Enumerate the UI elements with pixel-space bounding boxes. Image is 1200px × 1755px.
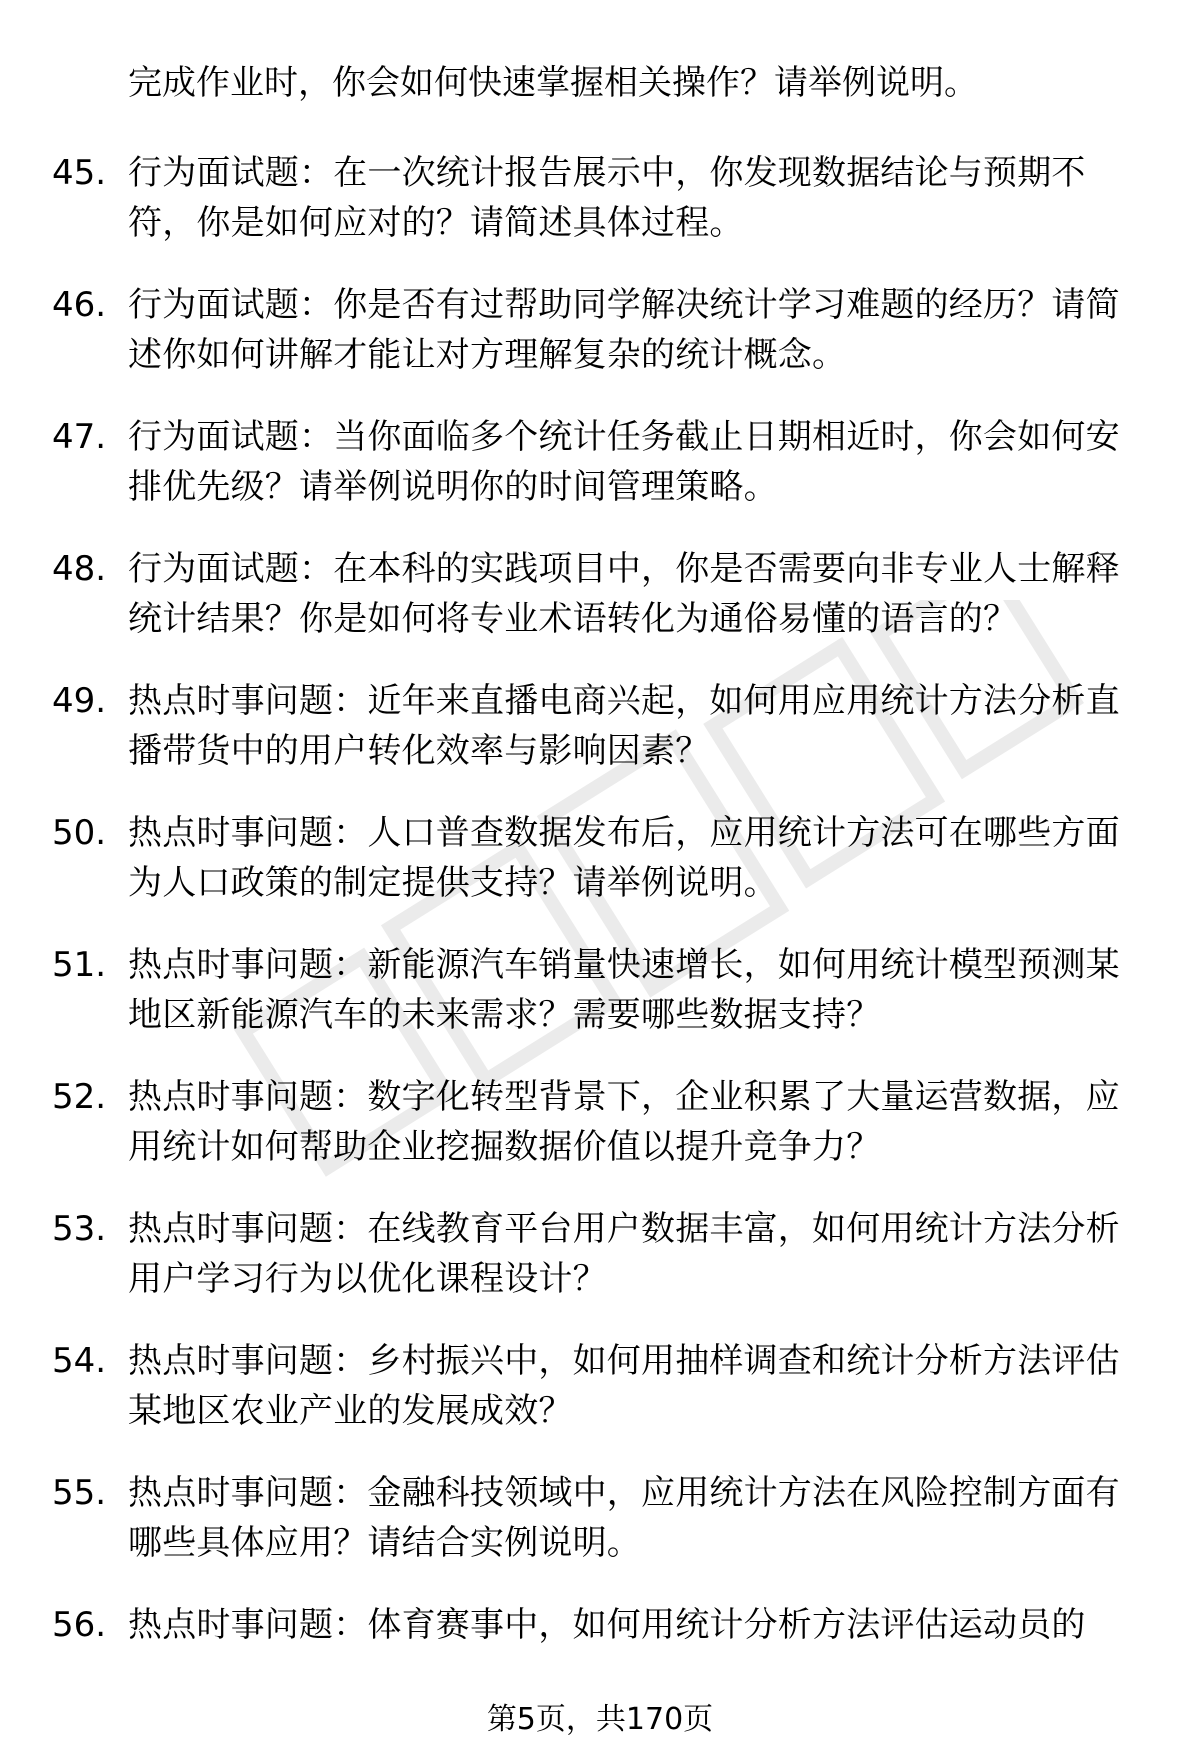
list-item bbox=[0, 676, 1200, 808]
question-text: 热点时事问题：人口普查数据发布后，应用统计方法可在哪些方面为人口政策的制定提供支持？请举例说明。 bbox=[128, 813, 1120, 903]
list-item bbox=[0, 808, 1200, 940]
question-number: 55. bbox=[52, 1473, 107, 1513]
question-list bbox=[0, 148, 1200, 1732]
question-number: 47. bbox=[52, 417, 107, 457]
question-number: 50. bbox=[52, 813, 107, 853]
page-footer: 第5页，共170页 bbox=[486, 1702, 714, 1737]
question-number: 45. bbox=[52, 153, 107, 193]
list-item bbox=[0, 1072, 1200, 1204]
question-text: 行为面试题：当你面临多个统计任务截止日期相近时，你会如何安排优先级？请举例说明你的时间管理策略。 bbox=[128, 417, 1120, 507]
list-item bbox=[0, 280, 1200, 412]
question-text: 行为面试题：你是否有过帮助同学解决统计学习难题的经历？请简述你如何讲解才能让对方理解复杂的统计概念。 bbox=[128, 285, 1120, 375]
question-number: 48. bbox=[52, 549, 107, 589]
question-text: 热点时事问题：在线教育平台用户数据丰富，如何用统计方法分析用户学习行为以优化课程设计？ bbox=[128, 1209, 1120, 1299]
list-item bbox=[0, 412, 1200, 544]
question-number: 52. bbox=[52, 1077, 107, 1117]
list-item bbox=[0, 544, 1200, 676]
question-text: 热点时事问题：数字化转型背景下，企业积累了大量运营数据，应用统计如何帮助企业挖掘数据价值以提升竞争力？ bbox=[128, 1077, 1120, 1167]
list-item bbox=[0, 940, 1200, 1072]
list-item bbox=[0, 1336, 1200, 1468]
question-number: 56. bbox=[52, 1605, 107, 1645]
question-number: 54. bbox=[52, 1341, 107, 1381]
question-number: 51. bbox=[52, 945, 107, 985]
question-text: 热点时事问题：乡村振兴中，如何用抽样调查和统计分析方法评估某地区农业产业的发展成效？ bbox=[128, 1341, 1120, 1431]
question-text: 热点时事问题：体育赛事中，如何用统计分析方法评估运动员的 bbox=[128, 1605, 1086, 1645]
question-text: 热点时事问题：金融科技领域中，应用统计方法在风险控制方面有哪些具体应用？请结合实例说明。 bbox=[128, 1473, 1120, 1563]
list-item bbox=[0, 1468, 1200, 1600]
question-text: 行为面试题：在本科的实践项目中，你是否需要向非专业人士解释统计结果？你是如何将专业术语转化为通俗易懂的语言的？ bbox=[128, 549, 1120, 639]
question-number: 46. bbox=[52, 285, 107, 325]
continued-question-line: 完成作业时，你会如何快速掌握相关操作？请举例说明。 bbox=[128, 63, 978, 103]
list-item bbox=[0, 1204, 1200, 1336]
question-text: 行为面试题：在一次统计报告展示中，你发现数据结论与预期不符，你是如何应对的？请简述具体过程。 bbox=[128, 153, 1086, 243]
list-item bbox=[0, 148, 1200, 280]
question-number: 53. bbox=[52, 1209, 107, 1249]
question-text: 热点时事问题：近年来直播电商兴起，如何用应用统计方法分析直播带货中的用户转化效率与影响因素？ bbox=[128, 681, 1120, 771]
question-text: 热点时事问题：新能源汽车销量快速增长，如何用统计模型预测某地区新能源汽车的未来需求？需要哪些数据支持？ bbox=[128, 945, 1120, 1035]
question-number: 49. bbox=[52, 681, 107, 721]
